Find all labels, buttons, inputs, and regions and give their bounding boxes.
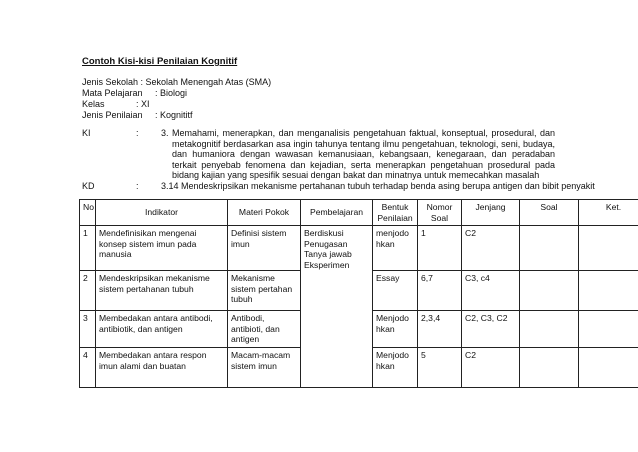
cell-pembelajaran: Berdiskusi Penugasan Tanya jawab Eksperimen — [301, 226, 373, 388]
cell-no: 3 — [80, 311, 96, 348]
cell-jenjang: C2 — [462, 226, 520, 271]
kisi-kisi-table — [79, 199, 638, 388]
kd-text: 3.14 Mendeskripsikan mekanisme pertahanan tubuh terhadap benda asing berupa antigen dan bibit penyakit — [161, 181, 595, 191]
kd-label: KD — [82, 181, 95, 191]
cell-nomor: 5 — [418, 348, 462, 388]
cell-bentuk: menjodo hkan — [373, 226, 418, 271]
kelas-value: : XI — [136, 99, 150, 109]
ki-colon: : — [136, 128, 139, 138]
header-indikator: Indikator — [96, 200, 228, 226]
mata-pelajaran-label: Mata Pelajaran — [82, 88, 143, 98]
ki-label: KI — [82, 128, 91, 138]
ki-text: Memahami, menerapkan, dan menganalisis pengetahuan faktual, konseptual, prosedural, dan metakognitif berdasarkan asa ingin tahunya tentang ilmu pengetahuan, teknologi, seni, budaya, dan humaniora dengan wawasan kemanusiaan, kebangsaan, kenegaraan, dan peradaban terkait penyebab fenomena dan kejadian, serta menerapkan pengetahuan prosedural pada bidang kajian yang spesifik sesuai dengan bakat dan minatnya untuk memecahkan masalah — [172, 128, 555, 181]
cell-soal — [520, 271, 579, 311]
header-nomor-soal: Nomor Soal — [418, 200, 462, 226]
cell-materi: Antibodi, antibioti, dan antigen — [228, 311, 301, 348]
kd-colon: : — [136, 181, 139, 191]
cell-no: 4 — [80, 348, 96, 388]
cell-soal — [520, 311, 579, 348]
jenis-penilaian-label: Jenis Penilaian — [82, 110, 143, 120]
cell-materi: Mekanisme sistem pertahan tubuh — [228, 271, 301, 311]
cell-nomor: 2,3,4 — [418, 311, 462, 348]
header-soal: Soal — [520, 200, 579, 226]
cell-materi: Macam-macam sistem imun — [228, 348, 301, 388]
mata-pelajaran-value: : Biologi — [155, 88, 188, 98]
table-row — [80, 226, 638, 271]
cell-no: 2 — [80, 271, 96, 311]
cell-indikator: Membedakan antara antibodi, antibiotik, dan antigen — [96, 311, 228, 348]
cell-nomor: 1 — [418, 226, 462, 271]
header-no: No — [80, 200, 96, 226]
cell-bentuk: Menjodo hkan — [373, 348, 418, 388]
cell-bentuk: Essay — [373, 271, 418, 311]
cell-soal — [520, 226, 579, 271]
cell-ket — [579, 311, 638, 348]
header-pembelajaran: Pembelajaran — [301, 200, 373, 226]
table-header-row — [80, 200, 638, 226]
cell-nomor: 6,7 — [418, 271, 462, 311]
cell-bentuk: Menjodo hkan — [373, 311, 418, 348]
header-bentuk-penilaian: Bentuk Penilaian — [373, 200, 418, 226]
cell-indikator: Mendeskripsikan mekanisme sistem pertahanan tubuh — [96, 271, 228, 311]
cell-soal — [520, 348, 579, 388]
document-title: Contoh Kisi-kisi Penilaian Kognitif — [82, 56, 238, 67]
cell-indikator: Membedakan antara respon imun alami dan buatan — [96, 348, 228, 388]
cell-indikator: Mendefinisikan mengenai konsep sistem imun pada manusia — [96, 226, 228, 271]
cell-jenjang: C3, c4 — [462, 271, 520, 311]
cell-no: 1 — [80, 226, 96, 271]
cell-materi: Definisi sistem imun — [228, 226, 301, 271]
header-ket: Ket. — [579, 200, 638, 226]
cell-jenjang: C2, C3, C2 — [462, 311, 520, 348]
cell-jenjang: C2 — [462, 348, 520, 388]
ki-number: 3. — [161, 128, 169, 138]
jenis-sekolah-line: Jenis Sekolah : Sekolah Menengah Atas (SMA) — [82, 77, 272, 87]
cell-ket — [579, 348, 638, 388]
header-materi-pokok: Materi Pokok — [228, 200, 301, 226]
jenis-penilaian-value: : Kognititf — [155, 110, 193, 120]
header-jenjang: Jenjang — [462, 200, 520, 226]
cell-ket — [579, 271, 638, 311]
cell-ket — [579, 226, 638, 271]
kelas-label: Kelas — [82, 99, 105, 109]
